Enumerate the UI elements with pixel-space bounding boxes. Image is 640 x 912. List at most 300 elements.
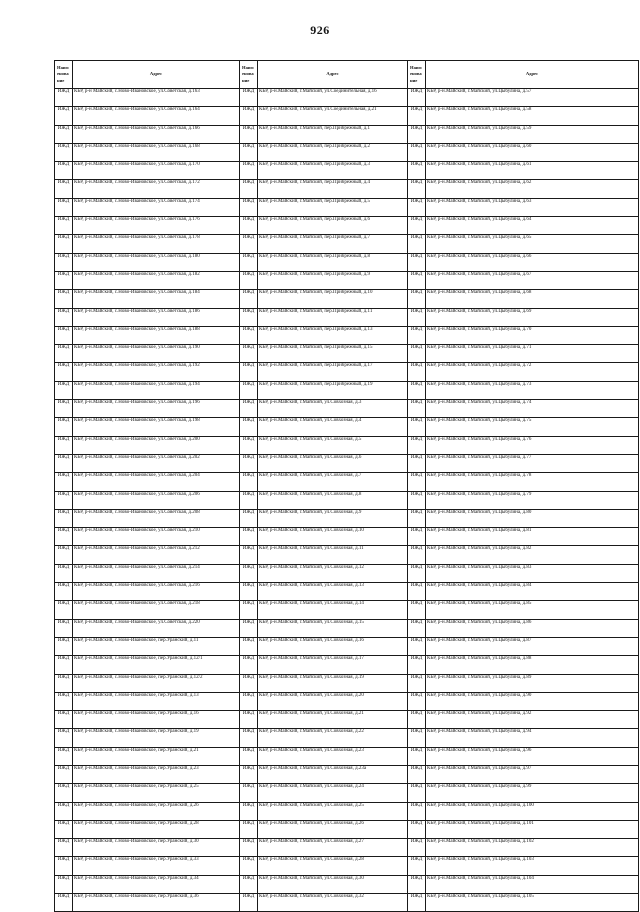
- address-cell-2: КБР, р-н.Майский, г.Майский, пер.Прибрежный, д.1: [258, 125, 408, 143]
- address-cell-1: КБР, р-н.Майский, с.Ново-Ивановское, ул.Советская, д.164: [73, 107, 240, 125]
- address-cell-3: КБР, р-н.Майский, г.Майский, ул.Цыбулина, д.80: [426, 509, 639, 527]
- kind-cell-3: ИЖД: [408, 436, 426, 454]
- kind-cell-2: ИЖД: [240, 363, 258, 381]
- kind-cell-1: ИЖД: [55, 143, 73, 161]
- kind-cell-1: ИЖД: [55, 400, 73, 418]
- kind-cell-3: ИЖД: [408, 143, 426, 161]
- address-cell-1: КБР, р-н.Майский, с.Ново-Ивановское, пер.Уранский, д.25: [73, 784, 240, 802]
- address-cell-3: КБР, р-н.Майский, г.Майский, ул.Цыбулина, д.76: [426, 436, 639, 454]
- address-cell-2: КБР, р-н.Майский, г.Майский, ул.Совхозная, д.26: [258, 820, 408, 838]
- address-cell-1: КБР, р-н.Майский, с.Ново-Ивановское, ул.Советская, д.204: [73, 473, 240, 491]
- kind-cell-1: ИЖД: [55, 253, 73, 271]
- kind-cell-3: ИЖД: [408, 857, 426, 875]
- address-cell-2: КБР, р-н.Майский, г.Майский, пер.Прибрежный, д.15: [258, 345, 408, 363]
- address-cell-1: КБР, р-н.Майский, с.Ново-Ивановское, пер.Уранский, д.26: [73, 802, 240, 820]
- kind-cell-3: ИЖД: [408, 619, 426, 637]
- address-cell-3: КБР, р-н.Майский, г.Майский, ул.Цыбулина, д.68: [426, 290, 639, 308]
- kind-cell-3: ИЖД: [408, 473, 426, 491]
- kind-cell-2: ИЖД: [240, 400, 258, 418]
- address-cell-1: КБР, р-н.Майский, с.Ново-Ивановское, пер.Уранский, д.33: [73, 857, 240, 875]
- table-row: [55, 857, 639, 875]
- address-cell-1: КБР, р-н.Майский, с.Ново-Ивановское, ул.Советская, д.200: [73, 436, 240, 454]
- table-row: [55, 747, 639, 765]
- table-row: [55, 217, 639, 235]
- address-cell-1: КБР, р-н.Майский, с.Ново-Ивановское, пер.Уранский, д.36: [73, 894, 240, 912]
- address-cell-3: КБР, р-н.Майский, г.Майский, ул.Цыбулина, д.94: [426, 729, 639, 747]
- table-row: [55, 345, 639, 363]
- address-cell-3: КБР, р-н.Майский, г.Майский, ул.Цыбулина, д.79: [426, 491, 639, 509]
- address-cell-1: КБР, р-н.Майский, с.Ново-Ивановское, ул.Советская, д.168: [73, 143, 240, 161]
- table-row: [55, 491, 639, 509]
- address-cell-3: КБР, р-н.Майский, г.Майский, ул.Цыбулина, д.71: [426, 345, 639, 363]
- address-cell-1: КБР, р-н.Майский, с.Ново-Ивановское, ул.Советская, д.186: [73, 308, 240, 326]
- address-cell-2: КБР, р-н.Майский, г.Майский, ул.Соединительная, д.16: [258, 89, 408, 107]
- table-row: [55, 619, 639, 637]
- kind-cell-1: ИЖД: [55, 656, 73, 674]
- address-cell-1: КБР, р-н.Майский, с.Ново-Ивановское, ул.Советская, д.176: [73, 217, 240, 235]
- kind-cell-1: ИЖД: [55, 454, 73, 472]
- kind-cell-3: ИЖД: [408, 711, 426, 729]
- address-cell-1: КБР, р-н.Майский, с.Ново-Ивановское, ул.Советская, д.180: [73, 253, 240, 271]
- kind-cell-2: ИЖД: [240, 125, 258, 143]
- address-cell-2: КБР, р-н.Майский, г.Майский, ул.Совхозная, д.17: [258, 656, 408, 674]
- kind-cell-2: ИЖД: [240, 546, 258, 564]
- kind-cell-1: ИЖД: [55, 308, 73, 326]
- address-cell-1: КБР, р-н.Майский, с.Ново-Ивановское, ул.Советская, д.170: [73, 162, 240, 180]
- kind-cell-1: ИЖД: [55, 326, 73, 344]
- address-cell-1: КБР, р-н.Майский, с.Ново-Ивановское, ул.Советская, д.210: [73, 528, 240, 546]
- kind-cell-2: ИЖД: [240, 601, 258, 619]
- kind-cell-1: ИЖД: [55, 674, 73, 692]
- address-cell-3: КБР, р-н.Майский, г.Майский, ул.Цыбулина, д.78: [426, 473, 639, 491]
- kind-cell-1: ИЖД: [55, 418, 73, 436]
- kind-cell-1: ИЖД: [55, 564, 73, 582]
- kind-cell-3: ИЖД: [408, 674, 426, 692]
- kind-cell-1: ИЖД: [55, 491, 73, 509]
- address-cell-2: КБР, р-н.Майский, г.Майский, ул.Совхозная, д.9: [258, 509, 408, 527]
- address-cell-2: КБР, р-н.Майский, г.Майский, ул.Совхозная, д.12: [258, 564, 408, 582]
- address-register-table: [54, 60, 639, 912]
- address-cell-3: КБР, р-н.Майский, г.Майский, ул.Цыбулина, д.65: [426, 235, 639, 253]
- kind-cell-2: ИЖД: [240, 729, 258, 747]
- kind-cell-1: ИЖД: [55, 894, 73, 912]
- address-cell-3: КБР, р-н.Майский, г.Майский, ул.Цыбулина, д.83: [426, 564, 639, 582]
- address-cell-2: КБР, р-н.Майский, г.Майский, ул.Совхозная, д.22: [258, 729, 408, 747]
- kind-cell-1: ИЖД: [55, 162, 73, 180]
- address-cell-1: КБР, р-н.Майский, с.Ново-Ивановское, ул.Советская, д.184: [73, 290, 240, 308]
- kind-cell-3: ИЖД: [408, 363, 426, 381]
- address-cell-2: КБР, р-н.Майский, г.Майский, пер.Прибрежный, д.17: [258, 363, 408, 381]
- kind-cell-3: ИЖД: [408, 400, 426, 418]
- kind-cell-3: ИЖД: [408, 162, 426, 180]
- address-cell-1: КБР, р-н.Майский, с.Ново-Ивановское, пер.Уранский, д.28: [73, 820, 240, 838]
- kind-cell-2: ИЖД: [240, 345, 258, 363]
- table-body: [55, 89, 639, 912]
- address-cell-1: КБР, р-н.Майский, с.Ново-Ивановское, ул.Советская, д.196: [73, 400, 240, 418]
- kind-cell-2: ИЖД: [240, 89, 258, 107]
- kind-cell-2: ИЖД: [240, 802, 258, 820]
- table-row: [55, 546, 639, 564]
- kind-cell-3: ИЖД: [408, 765, 426, 783]
- kind-cell-3: ИЖД: [408, 198, 426, 216]
- table-row: [55, 802, 639, 820]
- kind-cell-1: ИЖД: [55, 583, 73, 601]
- kind-cell-3: ИЖД: [408, 381, 426, 399]
- address-cell-1: КБР, р-н.Майский, с.Ново-Ивановское, пер.Уранский, д.11: [73, 637, 240, 655]
- address-cell-3: КБР, р-н.Майский, г.Майский, ул.Цыбулина, д.70: [426, 326, 639, 344]
- kind-cell-2: ИЖД: [240, 235, 258, 253]
- kind-cell-2: ИЖД: [240, 198, 258, 216]
- kind-cell-3: ИЖД: [408, 345, 426, 363]
- address-cell-2: КБР, р-н.Майский, г.Майский, ул.Совхозная, д.21: [258, 711, 408, 729]
- kind-cell-3: ИЖД: [408, 308, 426, 326]
- table-row: [55, 308, 639, 326]
- address-cell-3: КБР, р-н.Майский, г.Майский, ул.Цыбулина, д.58: [426, 107, 639, 125]
- kind-cell-2: ИЖД: [240, 711, 258, 729]
- table-row: [55, 528, 639, 546]
- table-row: [55, 198, 639, 216]
- address-cell-2: КБР, р-н.Майский, г.Майский, пер.Прибрежный, д.10: [258, 290, 408, 308]
- kind-cell-3: ИЖД: [408, 802, 426, 820]
- table-row: [55, 564, 639, 582]
- address-cell-1: КБР, р-н.Майский, с.Ново-Ивановское, пер.Уранский, д.16: [73, 711, 240, 729]
- table-row: [55, 729, 639, 747]
- kind-cell-2: ИЖД: [240, 491, 258, 509]
- page-number: 926: [310, 23, 330, 37]
- kind-cell-2: ИЖД: [240, 326, 258, 344]
- kind-cell-2: ИЖД: [240, 180, 258, 198]
- address-cell-2: КБР, р-н.Майский, г.Майский, ул.Совхозная, д.3: [258, 400, 408, 418]
- kind-cell-2: ИЖД: [240, 637, 258, 655]
- kind-cell-2: ИЖД: [240, 454, 258, 472]
- address-cell-2: КБР, р-н.Майский, г.Майский, ул.Совхозная, д.24: [258, 784, 408, 802]
- address-cell-3: КБР, р-н.Майский, г.Майский, ул.Цыбулина, д.90: [426, 692, 639, 710]
- kind-cell-3: ИЖД: [408, 509, 426, 527]
- address-cell-3: КБР, р-н.Майский, г.Майский, ул.Цыбулина, д.101: [426, 820, 639, 838]
- address-cell-3: КБР, р-н.Майский, г.Майский, ул.Цыбулина, д.69: [426, 308, 639, 326]
- address-cell-1: КБР, р-н.Майский, с.Ново-Ивановское, ул.Советская, д.174: [73, 198, 240, 216]
- table-row: [55, 656, 639, 674]
- kind-cell-3: ИЖД: [408, 784, 426, 802]
- table-row: [55, 418, 639, 436]
- kind-cell-3: ИЖД: [408, 546, 426, 564]
- kind-cell-3: ИЖД: [408, 454, 426, 472]
- kind-cell-2: ИЖД: [240, 217, 258, 235]
- address-cell-3: КБР, р-н.Майский, г.Майский, ул.Цыбулина, д.64: [426, 217, 639, 235]
- kind-cell-1: ИЖД: [55, 345, 73, 363]
- table-row: [55, 765, 639, 783]
- address-cell-2: КБР, р-н.Майский, г.Майский, пер.Прибрежный, д.8: [258, 253, 408, 271]
- kind-cell-2: ИЖД: [240, 619, 258, 637]
- table-row: [55, 271, 639, 289]
- address-cell-3: КБР, р-н.Майский, г.Майский, ул.Цыбулина, д.75: [426, 418, 639, 436]
- kind-cell-3: ИЖД: [408, 235, 426, 253]
- address-cell-2: КБР, р-н.Майский, г.Майский, пер.Прибрежный, д.4: [258, 180, 408, 198]
- address-cell-3: КБР, р-н.Майский, г.Майский, ул.Цыбулина, д.100: [426, 802, 639, 820]
- kind-cell-2: ИЖД: [240, 692, 258, 710]
- address-cell-1: КБР, р-н.Майский, с.Ново-Ивановское, ул.Советская, д.220: [73, 619, 240, 637]
- address-cell-3: КБР, р-н.Майский, г.Майский, ул.Цыбулина, д.105: [426, 894, 639, 912]
- address-cell-1: КБР, р-н.Майский, с.Ново-Ивановское, ул.Советская, д.166: [73, 125, 240, 143]
- kind-cell-1: ИЖД: [55, 235, 73, 253]
- kind-cell-1: ИЖД: [55, 747, 73, 765]
- kind-cell-3: ИЖД: [408, 839, 426, 857]
- kind-cell-1: ИЖД: [55, 601, 73, 619]
- table-row: [55, 363, 639, 381]
- kind-cell-2: ИЖД: [240, 528, 258, 546]
- address-cell-3: КБР, р-н.Майский, г.Майский, ул.Цыбулина, д.77: [426, 454, 639, 472]
- address-cell-2: КБР, р-н.Майский, г.Майский, пер.Прибрежный, д.11: [258, 308, 408, 326]
- kind-cell-3: ИЖД: [408, 528, 426, 546]
- kind-cell-1: ИЖД: [55, 528, 73, 546]
- address-cell-1: КБР, р-н.Майский, с.Ново-Ивановское, ул.Советская, д.216: [73, 583, 240, 601]
- address-cell-1: КБР, р-н.Майский, с.Ново-Ивановское, ул.Советская, д.178: [73, 235, 240, 253]
- table-row: [55, 162, 639, 180]
- column-header-address-2: Адрес: [258, 61, 408, 89]
- address-cell-3: КБР, р-н.Майский, г.Майский, ул.Цыбулина, д.60: [426, 143, 639, 161]
- kind-cell-3: ИЖД: [408, 180, 426, 198]
- kind-cell-1: ИЖД: [55, 125, 73, 143]
- table-row: [55, 290, 639, 308]
- kind-cell-2: ИЖД: [240, 418, 258, 436]
- kind-cell-2: ИЖД: [240, 162, 258, 180]
- address-cell-3: КБР, р-н.Майский, г.Майский, ул.Цыбулина, д.67: [426, 271, 639, 289]
- address-cell-3: КБР, р-н.Майский, г.Майский, ул.Цыбулина, д.97: [426, 765, 639, 783]
- address-cell-1: КБР, р-н.Майский, с.Ново-Ивановское, пер.Уранский, д.30: [73, 839, 240, 857]
- table-row: [55, 143, 639, 161]
- address-cell-1: КБР, р-н.Майский, с.Ново-Ивановское, ул.Советская, д.190: [73, 345, 240, 363]
- address-cell-2: КБР, р-н.Майский, г.Майский, пер.Прибрежный, д.7: [258, 235, 408, 253]
- table-row: [55, 711, 639, 729]
- kind-cell-2: ИЖД: [240, 820, 258, 838]
- table-row: [55, 674, 639, 692]
- kind-cell-1: ИЖД: [55, 217, 73, 235]
- address-cell-1: КБР, р-н.Майский, с.Ново-Ивановское, пер.Уранский, д.34: [73, 875, 240, 893]
- address-cell-1: КБР, р-н.Майский, с.Ново-Ивановское, ул.Советская, д.182: [73, 271, 240, 289]
- address-cell-3: КБР, р-н.Майский, г.Майский, ул.Цыбулина, д.87: [426, 637, 639, 655]
- kind-cell-2: ИЖД: [240, 674, 258, 692]
- table-row: [55, 400, 639, 418]
- kind-cell-2: ИЖД: [240, 765, 258, 783]
- kind-cell-2: ИЖД: [240, 839, 258, 857]
- address-cell-2: КБР, р-н.Майский, г.Майский, ул.Совхозная, д.28: [258, 857, 408, 875]
- kind-cell-1: ИЖД: [55, 729, 73, 747]
- kind-cell-2: ИЖД: [240, 143, 258, 161]
- address-cell-1: КБР, р-н.Майский, с.Ново-Ивановское, ул.Советская, д.194: [73, 381, 240, 399]
- table-row: [55, 583, 639, 601]
- kind-cell-2: ИЖД: [240, 656, 258, 674]
- address-cell-1: КБР, р-н.Майский, с.Ново-Ивановское, пер.Уранский, д.13: [73, 692, 240, 710]
- kind-cell-3: ИЖД: [408, 894, 426, 912]
- address-cell-2: КБР, р-н.Майский, г.Майский, ул.Совхозная, д.15: [258, 619, 408, 637]
- address-cell-2: КБР, р-н.Майский, г.Майский, ул.Совхозная, д.30: [258, 875, 408, 893]
- table-row: [55, 601, 639, 619]
- address-cell-1: КБР, р-н.Майский, с.Ново-Ивановское, пер.Уранский, д.12/2: [73, 674, 240, 692]
- table-row: [55, 125, 639, 143]
- table-row: [55, 637, 639, 655]
- kind-cell-3: ИЖД: [408, 491, 426, 509]
- address-cell-2: КБР, р-н.Майский, г.Майский, ул.Совхозная, д.6: [258, 454, 408, 472]
- address-cell-3: КБР, р-н.Майский, г.Майский, ул.Цыбулина, д.57: [426, 89, 639, 107]
- address-cell-3: КБР, р-н.Майский, г.Майский, ул.Цыбулина, д.84: [426, 583, 639, 601]
- kind-cell-2: ИЖД: [240, 894, 258, 912]
- address-cell-3: КБР, р-н.Майский, г.Майский, ул.Цыбулина, д.96: [426, 747, 639, 765]
- kind-cell-2: ИЖД: [240, 875, 258, 893]
- address-cell-2: КБР, р-н.Майский, г.Майский, ул.Совхозная, д.27: [258, 839, 408, 857]
- kind-cell-2: ИЖД: [240, 784, 258, 802]
- kind-cell-1: ИЖД: [55, 107, 73, 125]
- kind-cell-3: ИЖД: [408, 418, 426, 436]
- table-row: [55, 180, 639, 198]
- kind-cell-2: ИЖД: [240, 473, 258, 491]
- address-cell-2: КБР, р-н.Майский, г.Майский, ул.Совхозная, д.4: [258, 418, 408, 436]
- kind-cell-1: ИЖД: [55, 363, 73, 381]
- kind-cell-3: ИЖД: [408, 253, 426, 271]
- address-cell-2: КБР, р-н.Майский, г.Майский, ул.Совхозная, д.23: [258, 747, 408, 765]
- kind-cell-3: ИЖД: [408, 747, 426, 765]
- address-cell-3: КБР, р-н.Майский, г.Майский, ул.Цыбулина, д.72: [426, 363, 639, 381]
- kind-cell-2: ИЖД: [240, 509, 258, 527]
- kind-cell-1: ИЖД: [55, 290, 73, 308]
- kind-cell-2: ИЖД: [240, 583, 258, 601]
- address-cell-1: КБР, р-н.Майский, с.Ново-Ивановское, пер.Уранский, д.19: [73, 729, 240, 747]
- address-cell-1: КБР, р-н.Майский, с.Ново-Ивановское, ул.Советская, д.188: [73, 326, 240, 344]
- address-cell-2: КБР, р-н.Майский, г.Майский, ул.Совхозная, д.13: [258, 583, 408, 601]
- kind-cell-1: ИЖД: [55, 473, 73, 491]
- address-cell-3: КБР, р-н.Майский, г.Майский, ул.Цыбулина, д.63: [426, 198, 639, 216]
- kind-cell-1: ИЖД: [55, 381, 73, 399]
- address-cell-2: КБР, р-н.Майский, г.Майский, ул.Совхозная, д.5: [258, 436, 408, 454]
- address-cell-2: КБР, р-н.Майский, г.Майский, ул.Соединительная, д.21: [258, 107, 408, 125]
- address-cell-3: КБР, р-н.Майский, г.Майский, ул.Цыбулина, д.104: [426, 875, 639, 893]
- address-cell-2: КБР, р-н.Майский, г.Майский, пер.Прибрежный, д.2: [258, 143, 408, 161]
- table-row: [55, 381, 639, 399]
- kind-cell-3: ИЖД: [408, 637, 426, 655]
- address-cell-3: КБР, р-н.Майский, г.Майский, ул.Цыбулина, д.81: [426, 528, 639, 546]
- address-cell-1: КБР, р-н.Майский, с.Ново-Ивановское, ул.Советская, д.218: [73, 601, 240, 619]
- address-cell-3: КБР, р-н.Майский, г.Майский, ул.Цыбулина, д.73: [426, 381, 639, 399]
- kind-cell-3: ИЖД: [408, 601, 426, 619]
- kind-cell-1: ИЖД: [55, 692, 73, 710]
- address-cell-2: КБР, р-н.Майский, г.Майский, ул.Совхозная, д.25: [258, 802, 408, 820]
- address-cell-3: КБР, р-н.Майский, г.Майский, ул.Цыбулина, д.62: [426, 180, 639, 198]
- column-header-address-1: Адрес: [73, 61, 240, 89]
- kind-cell-2: ИЖД: [240, 290, 258, 308]
- address-cell-1: КБР, р-н.Майский, с.Ново-Ивановское, пер.Уранский, д.23: [73, 765, 240, 783]
- address-cell-1: КБР, р-н.Майский, с.Ново-Ивановское, пер.Уранский, д.21: [73, 747, 240, 765]
- table-row: [55, 89, 639, 107]
- kind-cell-3: ИЖД: [408, 564, 426, 582]
- kind-cell-1: ИЖД: [55, 198, 73, 216]
- table-row: [55, 820, 639, 838]
- kind-cell-2: ИЖД: [240, 381, 258, 399]
- kind-cell-1: ИЖД: [55, 711, 73, 729]
- address-cell-2: КБР, р-н.Майский, г.Майский, ул.Совхозная, д.32: [258, 894, 408, 912]
- address-cell-1: КБР, р-н.Майский, с.Ново-Ивановское, ул.Советская, д.172: [73, 180, 240, 198]
- table-row: [55, 473, 639, 491]
- table-row: [55, 107, 639, 125]
- kind-cell-2: ИЖД: [240, 436, 258, 454]
- kind-cell-1: ИЖД: [55, 839, 73, 857]
- address-cell-3: КБР, р-н.Майский, г.Майский, ул.Цыбулина, д.92: [426, 711, 639, 729]
- column-header-name-2: Наим енова ние: [240, 61, 258, 89]
- address-cell-2: КБР, р-н.Майский, г.Майский, ул.Совхозная, д.19: [258, 674, 408, 692]
- table-row: [55, 235, 639, 253]
- kind-cell-1: ИЖД: [55, 765, 73, 783]
- kind-cell-1: ИЖД: [55, 89, 73, 107]
- address-cell-2: КБР, р-н.Майский, г.Майский, пер.Прибрежный, д.3: [258, 162, 408, 180]
- table-header-row: [55, 61, 639, 89]
- address-cell-1: КБР, р-н.Майский, с.Ново-Ивановское, ул.Советская, д.192: [73, 363, 240, 381]
- column-header-name-3: Наим енова ние: [408, 61, 426, 89]
- address-cell-3: КБР, р-н.Майский, г.Майский, ул.Цыбулина, д.59: [426, 125, 639, 143]
- address-cell-2: КБР, р-н.Майский, г.Майский, ул.Совхозная, д.7: [258, 473, 408, 491]
- kind-cell-1: ИЖД: [55, 271, 73, 289]
- kind-cell-3: ИЖД: [408, 875, 426, 893]
- address-cell-2: КБР, р-н.Майский, г.Майский, пер.Прибрежный, д.5: [258, 198, 408, 216]
- table-row: [55, 326, 639, 344]
- kind-cell-2: ИЖД: [240, 271, 258, 289]
- address-cell-2: КБР, р-н.Майский, г.Майский, пер.Прибрежный, д.19: [258, 381, 408, 399]
- table-row: [55, 253, 639, 271]
- kind-cell-2: ИЖД: [240, 857, 258, 875]
- kind-cell-3: ИЖД: [408, 326, 426, 344]
- address-cell-3: КБР, р-н.Майский, г.Майский, ул.Цыбулина, д.61: [426, 162, 639, 180]
- address-cell-1: КБР, р-н.Майский, с.Ново-Ивановское, ул.Советская, д.208: [73, 509, 240, 527]
- kind-cell-1: ИЖД: [55, 546, 73, 564]
- kind-cell-3: ИЖД: [408, 583, 426, 601]
- kind-cell-3: ИЖД: [408, 692, 426, 710]
- address-cell-3: КБР, р-н.Майский, г.Майский, ул.Цыбулина, д.99: [426, 784, 639, 802]
- kind-cell-1: ИЖД: [55, 857, 73, 875]
- address-cell-3: КБР, р-н.Майский, г.Майский, ул.Цыбулина, д.89: [426, 674, 639, 692]
- kind-cell-3: ИЖД: [408, 656, 426, 674]
- table-row: [55, 839, 639, 857]
- address-cell-2: КБР, р-н.Майский, г.Майский, ул.Совхозная, д.23а: [258, 765, 408, 783]
- address-cell-3: КБР, р-н.Майский, г.Майский, ул.Цыбулина, д.74: [426, 400, 639, 418]
- kind-cell-1: ИЖД: [55, 436, 73, 454]
- address-cell-2: КБР, р-н.Майский, г.Майский, ул.Совхозная, д.11: [258, 546, 408, 564]
- address-cell-3: КБР, р-н.Майский, г.Майский, ул.Цыбулина, д.85: [426, 601, 639, 619]
- kind-cell-2: ИЖД: [240, 253, 258, 271]
- kind-cell-1: ИЖД: [55, 637, 73, 655]
- column-header-address-3: Адрес: [426, 61, 639, 89]
- address-cell-2: КБР, р-н.Майский, г.Майский, ул.Совхозная, д.20: [258, 692, 408, 710]
- address-cell-1: КБР, р-н.Майский, с.Ново-Ивановское, ул.Советская, д.212: [73, 546, 240, 564]
- address-cell-3: КБР, р-н.Майский, г.Майский, ул.Цыбулина, д.102: [426, 839, 639, 857]
- address-cell-3: КБР, р-н.Майский, г.Майский, ул.Цыбулина, д.88: [426, 656, 639, 674]
- address-cell-3: КБР, р-н.Майский, г.Майский, ул.Цыбулина, д.86: [426, 619, 639, 637]
- kind-cell-3: ИЖД: [408, 271, 426, 289]
- kind-cell-3: ИЖД: [408, 820, 426, 838]
- address-cell-1: КБР, р-н.Майский, с.Ново-Ивановское, ул.Советская, д.214: [73, 564, 240, 582]
- kind-cell-1: ИЖД: [55, 784, 73, 802]
- address-cell-2: КБР, р-н.Майский, г.Майский, пер.Прибрежный, д.6: [258, 217, 408, 235]
- address-cell-1: КБР, р-н.Майский, с.Ново-Ивановское, пер.Уранский, д.12/1: [73, 656, 240, 674]
- address-cell-2: КБР, р-н.Майский, г.Майский, ул.Совхозная, д.14: [258, 601, 408, 619]
- kind-cell-1: ИЖД: [55, 875, 73, 893]
- kind-cell-3: ИЖД: [408, 125, 426, 143]
- address-cell-2: КБР, р-н.Майский, г.Майский, ул.Совхозная, д.8: [258, 491, 408, 509]
- table-row: [55, 692, 639, 710]
- address-cell-1: КБР, р-н Майский, с.Ново-Ивановское, ул.Советская, д.163: [73, 89, 240, 107]
- address-cell-1: КБР, р-н.Майский, с.Ново-Ивановское, ул.Советская, д.202: [73, 454, 240, 472]
- table-row: [55, 436, 639, 454]
- address-cell-2: КБР, р-н.Майский, г.Майский, пер.Прибрежный, д.9: [258, 271, 408, 289]
- kind-cell-2: ИЖД: [240, 564, 258, 582]
- kind-cell-3: ИЖД: [408, 89, 426, 107]
- address-cell-3: КБР, р-н.Майский, г.Майский, ул.Цыбулина, д.66: [426, 253, 639, 271]
